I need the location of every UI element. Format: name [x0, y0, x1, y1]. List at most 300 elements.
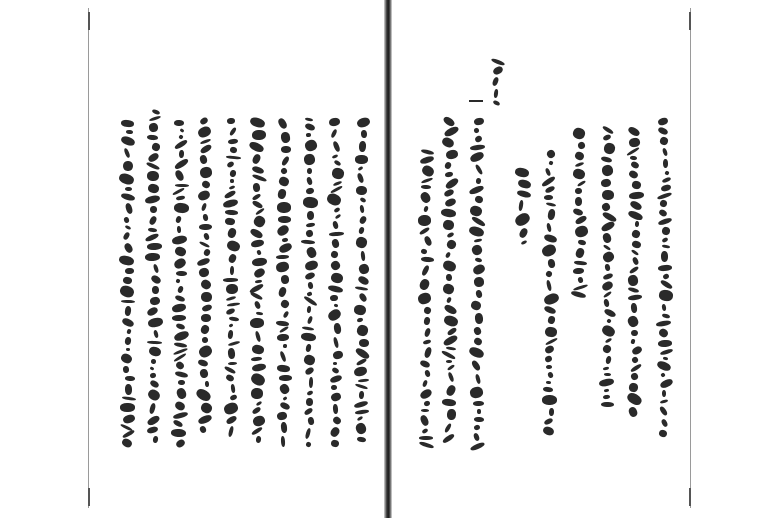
glyph-stroke	[196, 125, 212, 140]
glyph-stroke	[171, 235, 187, 246]
glyph-stroke	[421, 428, 428, 435]
glyph-stroke	[627, 170, 638, 180]
glyph-stroke	[518, 200, 524, 211]
glyph-stroke	[276, 364, 290, 372]
heading-dash	[469, 100, 483, 102]
glyph-stroke	[655, 319, 671, 326]
glyph-stroke	[472, 336, 482, 346]
glyph-stroke	[660, 418, 668, 427]
glyph-stroke	[281, 155, 290, 166]
glyph-stroke	[446, 346, 456, 351]
glyph-stroke	[199, 166, 213, 179]
glyph-stroke	[146, 414, 161, 427]
glyph-stroke	[445, 274, 452, 282]
glyph-stroke	[201, 337, 208, 344]
glyph-stroke	[178, 134, 183, 139]
glyph-stroke	[278, 176, 291, 188]
glyph-stroke	[275, 261, 290, 274]
glyph-stroke	[445, 251, 451, 258]
glyph-stroke	[474, 313, 483, 325]
glyph-stroke	[544, 355, 553, 363]
glyph-stroke	[574, 150, 586, 161]
glyph-stroke	[606, 319, 612, 325]
glyph-stroke	[152, 330, 158, 339]
glyph-stroke	[227, 118, 235, 125]
glyph-stroke	[120, 193, 135, 202]
text-column	[195, 118, 215, 440]
glyph-stroke	[359, 205, 364, 214]
glyph-stroke	[357, 263, 370, 276]
glyph-stroke	[661, 245, 669, 249]
glyph-stroke	[441, 350, 456, 361]
glyph-stroke	[200, 292, 211, 302]
glyph-stroke	[306, 306, 311, 313]
glyph-stroke	[149, 379, 160, 389]
glyph-stroke	[547, 371, 554, 378]
glyph-stroke	[277, 286, 287, 298]
glyph-stroke	[356, 116, 371, 129]
glyph-stroke	[421, 380, 427, 388]
glyph-stroke	[124, 306, 131, 317]
glyph-stroke	[228, 323, 233, 327]
glyph-stroke	[543, 417, 553, 426]
glyph-stroke	[634, 221, 638, 227]
glyph-stroke	[228, 253, 238, 264]
glyph-stroke	[470, 300, 482, 312]
glyph-stroke	[174, 184, 188, 187]
glyph-stroke	[630, 356, 638, 364]
glyph-stroke	[255, 436, 261, 444]
glyph-stroke	[255, 207, 265, 215]
glyph-stroke	[228, 426, 235, 437]
glyph-stroke	[146, 306, 159, 317]
glyph-stroke	[123, 366, 130, 373]
glyph-stroke	[304, 366, 315, 376]
glyph-stroke	[173, 257, 188, 271]
glyph-stroke	[175, 323, 185, 331]
glyph-stroke	[332, 337, 339, 349]
glyph-stroke	[173, 245, 186, 257]
glyph-stroke	[332, 415, 343, 425]
glyph-stroke	[277, 242, 292, 255]
glyph-stroke	[145, 253, 160, 262]
glyph-stroke	[229, 266, 233, 275]
glyph-stroke	[225, 155, 240, 159]
glyph-stroke	[171, 429, 186, 438]
glyph-stroke	[468, 150, 484, 163]
glyph-stroke	[656, 360, 672, 373]
glyph-stroke	[627, 274, 638, 286]
glyph-stroke	[199, 401, 213, 415]
glyph-stroke	[443, 125, 460, 138]
glyph-stroke	[359, 197, 366, 203]
glyph-stroke	[601, 232, 612, 244]
glyph-stroke	[417, 215, 431, 227]
glyph-stroke	[577, 141, 586, 150]
glyph-stroke	[149, 115, 161, 122]
glyph-stroke	[304, 259, 319, 271]
glyph-stroke	[657, 191, 672, 200]
glyph-stroke	[332, 350, 344, 360]
glyph-stroke	[629, 199, 643, 211]
text-column	[274, 118, 294, 450]
glyph-stroke	[513, 211, 532, 228]
glyph-stroke	[359, 141, 367, 152]
glyph-stroke	[120, 300, 134, 303]
glyph-stroke	[475, 289, 483, 298]
glyph-stroke	[118, 172, 135, 186]
glyph-stroke	[545, 381, 550, 385]
glyph-stroke	[175, 387, 187, 401]
glyph-stroke	[305, 222, 315, 227]
glyph-stroke	[175, 215, 182, 223]
glyph-stroke	[440, 208, 456, 218]
glyph-stroke	[124, 267, 133, 273]
glyph-stroke	[307, 282, 313, 290]
glyph-stroke	[201, 179, 211, 189]
glyph-stroke	[542, 292, 560, 307]
glyph-stroke	[659, 378, 674, 390]
glyph-stroke	[121, 397, 135, 402]
glyph-stroke	[327, 284, 343, 293]
glyph-stroke	[301, 239, 315, 244]
glyph-stroke	[152, 264, 159, 274]
glyph-stroke	[547, 258, 556, 268]
glyph-stroke	[444, 161, 452, 170]
glyph-stroke	[600, 178, 611, 187]
glyph-stroke	[421, 248, 428, 254]
glyph-stroke	[331, 367, 340, 375]
glyph-stroke	[222, 401, 239, 416]
glyph-stroke	[358, 391, 364, 399]
glyph-stroke	[571, 167, 585, 180]
glyph-stroke	[175, 195, 185, 201]
glyph-stroke	[174, 157, 190, 170]
glyph-stroke	[197, 344, 214, 360]
glyph-stroke	[358, 339, 368, 348]
glyph-stroke	[572, 207, 583, 216]
glyph-stroke	[441, 433, 455, 444]
glyph-stroke	[249, 227, 264, 239]
glyph-stroke	[199, 116, 209, 125]
glyph-stroke	[473, 424, 480, 431]
glyph-stroke	[333, 207, 340, 214]
glyph-stroke	[662, 176, 672, 183]
glyph-stroke	[279, 298, 290, 309]
glyph-stroke	[252, 173, 267, 182]
glyph-stroke	[421, 185, 431, 190]
glyph-stroke	[124, 375, 134, 380]
text-column	[655, 118, 675, 440]
glyph-stroke	[332, 220, 339, 229]
glyph-stroke	[250, 239, 264, 249]
glyph-stroke	[198, 241, 209, 249]
glyph-stroke	[152, 436, 158, 444]
left-corner-mark	[88, 12, 90, 30]
glyph-stroke	[148, 122, 158, 132]
glyph-stroke	[631, 180, 641, 190]
glyph-stroke	[605, 356, 612, 365]
text-column	[513, 168, 533, 250]
glyph-stroke	[443, 303, 458, 316]
glyph-stroke	[543, 233, 558, 244]
glyph-stroke	[657, 264, 671, 271]
glyph-stroke	[417, 291, 433, 305]
glyph-stroke	[360, 130, 366, 138]
text-column	[416, 150, 436, 450]
glyph-stroke	[202, 213, 209, 221]
glyph-stroke	[420, 164, 435, 179]
glyph-stroke	[601, 156, 613, 163]
glyph-stroke	[659, 200, 668, 209]
glyph-stroke	[603, 299, 610, 308]
glyph-stroke	[548, 160, 553, 165]
glyph-stroke	[248, 140, 265, 154]
glyph-stroke	[224, 365, 236, 374]
glyph-stroke	[441, 136, 456, 149]
glyph-stroke	[357, 416, 364, 422]
glyph-stroke	[491, 76, 499, 86]
glyph-stroke	[447, 372, 454, 383]
glyph-stroke	[604, 338, 612, 344]
glyph-stroke	[228, 127, 236, 137]
glyph-stroke	[543, 195, 552, 200]
glyph-stroke	[178, 380, 185, 385]
glyph-stroke	[632, 256, 640, 265]
glyph-stroke	[419, 359, 431, 368]
glyph-stroke	[630, 161, 640, 170]
glyph-stroke	[225, 218, 236, 226]
glyph-stroke	[420, 177, 432, 184]
glyph-stroke	[199, 224, 212, 230]
glyph-stroke	[474, 195, 484, 204]
glyph-stroke	[444, 197, 457, 208]
glyph-stroke	[475, 257, 483, 263]
glyph-stroke	[468, 184, 484, 195]
glyph-stroke	[144, 194, 160, 204]
glyph-stroke	[423, 346, 432, 358]
glyph-stroke	[544, 326, 557, 337]
glyph-stroke	[254, 300, 262, 309]
glyph-stroke	[423, 400, 430, 406]
right-page-margin	[690, 8, 691, 508]
glyph-stroke	[330, 250, 338, 258]
glyph-stroke	[445, 238, 457, 250]
glyph-stroke	[306, 390, 313, 396]
glyph-stroke	[629, 265, 639, 274]
glyph-stroke	[172, 187, 185, 196]
glyph-stroke	[444, 423, 452, 434]
glyph-stroke	[545, 202, 555, 207]
glyph-stroke	[658, 429, 668, 438]
glyph-stroke	[574, 247, 585, 259]
glyph-stroke	[661, 147, 667, 156]
glyph-stroke	[516, 189, 531, 198]
glyph-stroke	[470, 441, 486, 451]
glyph-stroke	[355, 155, 368, 164]
glyph-stroke	[249, 371, 267, 387]
glyph-stroke	[228, 316, 238, 321]
glyph-stroke	[662, 390, 666, 397]
glyph-stroke	[469, 205, 483, 218]
glyph-stroke	[574, 197, 581, 206]
glyph-stroke	[202, 248, 210, 257]
glyph-stroke	[251, 406, 261, 415]
glyph-stroke	[660, 373, 666, 379]
glyph-stroke	[468, 386, 483, 400]
glyph-stroke	[307, 316, 314, 325]
glyph-stroke	[333, 159, 341, 166]
glyph-stroke	[602, 273, 613, 281]
glyph-stroke	[358, 166, 364, 171]
glyph-stroke	[281, 436, 286, 447]
glyph-stroke	[354, 409, 368, 415]
glyph-stroke	[631, 330, 638, 337]
glyph-stroke	[546, 223, 552, 233]
glyph-stroke	[470, 243, 483, 256]
glyph-stroke	[147, 135, 158, 141]
glyph-stroke	[150, 366, 155, 371]
glyph-stroke	[149, 296, 160, 305]
glyph-stroke	[227, 362, 236, 365]
glyph-stroke	[305, 441, 311, 447]
glyph-stroke	[276, 223, 291, 237]
glyph-stroke	[355, 324, 369, 338]
glyph-stroke	[123, 242, 134, 254]
glyph-stroke	[543, 305, 556, 315]
glyph-stroke	[360, 251, 365, 261]
glyph-stroke	[467, 345, 484, 359]
glyph-stroke	[356, 186, 367, 195]
glyph-stroke	[353, 400, 368, 409]
glyph-stroke	[276, 117, 288, 130]
glyph-stroke	[630, 372, 639, 381]
glyph-stroke	[249, 318, 264, 329]
glyph-stroke	[330, 167, 344, 180]
glyph-stroke	[659, 279, 673, 290]
glyph-stroke	[301, 332, 317, 342]
glyph-stroke	[200, 324, 211, 335]
text-column	[352, 118, 372, 450]
glyph-stroke	[204, 381, 209, 387]
glyph-stroke	[356, 436, 366, 442]
glyph-stroke	[446, 360, 452, 363]
glyph-stroke	[304, 117, 312, 121]
glyph-stroke	[630, 249, 638, 256]
glyph-stroke	[280, 275, 289, 285]
glyph-stroke	[545, 270, 553, 278]
glyph-stroke	[421, 264, 430, 276]
glyph-stroke	[572, 268, 583, 275]
glyph-stroke	[574, 215, 587, 226]
glyph-stroke	[275, 255, 288, 260]
glyph-stroke	[149, 372, 156, 378]
glyph-stroke	[543, 386, 554, 392]
glyph-stroke	[576, 180, 585, 187]
glyph-stroke	[472, 432, 480, 441]
glyph-stroke	[468, 225, 485, 238]
glyph-stroke	[149, 274, 161, 285]
left-corner-mark-bottom	[88, 488, 90, 506]
glyph-stroke	[628, 382, 638, 392]
glyph-stroke	[222, 198, 238, 209]
glyph-stroke	[151, 286, 158, 294]
text-column	[326, 118, 346, 450]
glyph-stroke	[657, 126, 669, 136]
glyph-stroke	[491, 65, 503, 76]
glyph-stroke	[604, 373, 611, 376]
glyph-stroke	[472, 401, 483, 406]
glyph-stroke	[663, 356, 669, 360]
glyph-stroke	[628, 294, 643, 301]
glyph-stroke	[628, 137, 640, 148]
glyph-stroke	[148, 346, 162, 358]
glyph-stroke	[631, 229, 641, 239]
glyph-stroke	[330, 129, 338, 139]
glyph-stroke	[282, 310, 289, 318]
glyph-stroke	[304, 122, 315, 131]
text-column	[468, 118, 488, 456]
glyph-stroke	[329, 259, 341, 271]
glyph-stroke	[146, 161, 160, 170]
glyph-stroke	[357, 317, 364, 323]
glyph-stroke	[329, 231, 344, 236]
glyph-stroke	[334, 214, 341, 220]
glyph-stroke	[542, 395, 557, 405]
glyph-stroke	[477, 409, 481, 414]
glyph-stroke	[628, 406, 639, 418]
glyph-stroke	[546, 365, 552, 369]
glyph-stroke	[124, 337, 131, 346]
text-column	[300, 118, 320, 450]
glyph-stroke	[302, 326, 314, 331]
glyph-stroke	[604, 264, 611, 272]
glyph-stroke	[514, 167, 529, 179]
glyph-stroke	[173, 342, 186, 348]
glyph-stroke	[354, 422, 367, 436]
glyph-stroke	[419, 414, 430, 427]
glyph-stroke	[419, 436, 433, 440]
glyph-stroke	[356, 172, 364, 183]
glyph-stroke	[303, 407, 313, 416]
glyph-stroke	[662, 159, 667, 168]
glyph-stroke	[658, 289, 674, 302]
glyph-stroke	[279, 167, 287, 175]
glyph-stroke	[630, 363, 642, 373]
glyph-stroke	[282, 237, 289, 242]
glyph-stroke	[225, 210, 238, 216]
glyph-stroke	[306, 176, 313, 185]
glyph-stroke	[250, 291, 263, 300]
glyph-stroke	[251, 414, 266, 427]
book-gutter	[384, 0, 392, 518]
glyph-stroke	[442, 334, 458, 348]
glyph-stroke	[521, 240, 528, 245]
glyph-stroke	[546, 280, 552, 292]
glyph-stroke	[120, 135, 136, 147]
glyph-stroke	[278, 375, 291, 381]
glyph-stroke	[492, 100, 500, 107]
glyph-stroke	[573, 261, 586, 266]
glyph-stroke	[151, 142, 161, 152]
glyph-stroke	[171, 315, 185, 321]
glyph-stroke	[442, 398, 457, 406]
glyph-stroke	[631, 240, 641, 249]
glyph-stroke	[280, 422, 287, 433]
glyph-stroke	[418, 190, 431, 204]
glyph-stroke	[577, 276, 584, 283]
glyph-stroke	[277, 188, 287, 200]
